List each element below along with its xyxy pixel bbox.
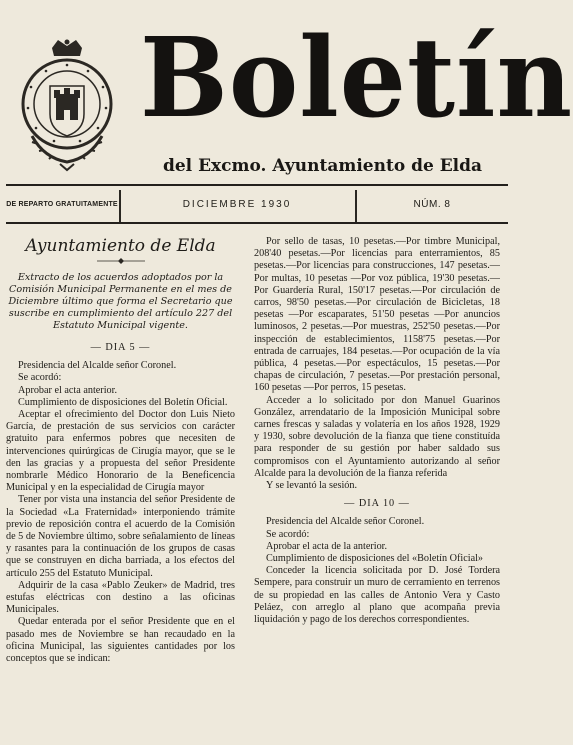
day-heading: — DIA 5 — xyxy=(90,342,151,353)
paragraph: Se acordó: xyxy=(266,528,310,540)
paragraph: Adquirir de la casa «Pablo Zeuker» de Madrid, tres estufas eléctricas con destino a las oficinas Municipales. xyxy=(6,579,235,616)
paragraph: Tener por vista una instancia del señor Presidente de la Sociedad «La Fraternidad» interponiendo trámite previo de reposición contra el acuerdo de la Comisión de 5 de Noviembre último, sobre señalamiento de líneas y rasantes para la continuación de los grupos de casas que se construyen en dicha barriada, a los efectos del artículo 255 del Estatuto Municipal. xyxy=(6,494,235,579)
paragraph: Cumplimiento de disposiciones del Boletín Oficial. xyxy=(18,396,228,408)
paragraph: Aceptar el ofrecimiento del Doctor don Luis Nieto García, de prestación de sus servicios con carácter gratuito para enfermos pobres que necesiten de intervenciones quirúrgicas de Cirugía mayor, que se le den las gracias y a propuesta del señor Presidente nombrarle Médico Honorario de la Beneficencia Municipal y en la especialidad de Cirugía mayor xyxy=(6,409,235,494)
section-heading: Ayuntamiento de Elda xyxy=(25,236,216,256)
paragraph: Por sello de tasas, 10 pesetas.—Por timbre Municipal, 208'40 pesetas.—Por licencias para enterramientos, 85 pesetas.—Por licencias para construcciones, 147 pesetas.—Por multas, 10 pesetas —Por voz pública, 19'30 pesetas.—Por Guardería Rural, 150'17 pesetas.—Por circulación de carros, 98'50 pesetas.—Por circulación de Bicicletas, 18 pesetas —Por escaparates, 51'50 pesetas —Por anuncios luminosos, 2 pesetas.—Por muestras, 252'50 pesetas.—Por inspección de establecimientos, 1158'75 pesetas.—Por entrada de carruajes, 184 pesetas.—Por ocupación de la vía pública, 4 pesetas.—Por espectáculos, 15 pesetas.—Por chapas de circulación, 7 pesetas.—Por prestación personal, 160 pesetas —Por perros, 15 pesetas. xyxy=(254,236,500,394)
paragraph: Y se levantó la sesión. xyxy=(266,480,358,492)
elda-seal-emblem xyxy=(14,40,120,172)
paragraph: Quedar enterada por el señor Presidente que en el pasado mes de Noviembre se han recaudado en la oficina Municipal, las siguientes cantidades por los conceptos que se indican: xyxy=(6,616,235,665)
paragraph: Acceder a lo solicitado por don Manuel Guarinos González, arrendatario de la Imposición Municipal sobre carnes frescas y saladas y volatería en los años 1928, 1929 y 1930, sobre devolución de la fianza que tiene constituída para responder de su gestión por haber saldado sus compromisos con el Ayuntamiento autorizando al señor Alcalde para la devolución de la fianza referida xyxy=(254,394,500,479)
masthead-subtitle: del Excmo. Ayuntamiento de Elda xyxy=(162,156,483,176)
issue-date: DICIEMBRE 1930 xyxy=(182,198,292,210)
masthead-bottom-rule xyxy=(6,222,508,224)
paragraph: Presidencia del Alcalde señor Coronel. xyxy=(18,360,177,372)
masthead-info-row xyxy=(6,186,508,222)
ornament-divider-icon xyxy=(97,258,145,264)
distribution-note: DE REPARTO GRATUITAMENTE xyxy=(6,200,118,208)
paragraph: Cumplimiento de disposiciones del «Boletín Oficial» xyxy=(266,553,484,565)
left-column xyxy=(6,236,235,665)
paragraph: Conceder la licencia solicitada por D. José Tordera Sempere, para construir un muro de cerramiento en terrenos de su propiedad en las calles de Antonio Vera y Casto Peláez, con arreglo al plano que acompaña previa liquidación y pago de los derechos correspondientes. xyxy=(254,565,500,626)
paragraph: Se acordó: xyxy=(18,372,62,384)
extract-intro: Extracto de los acuerdos adoptados por la Comisión Municipal Permanente en el mes de Diciembre último que forma el Secretario que suscribe en cumplimiento del artículo 227 del Estatuto Municipal vigente. xyxy=(8,272,233,331)
right-column xyxy=(254,236,500,626)
issue-number: NÚM. 8 xyxy=(413,198,451,210)
paragraph: Presidencia del Alcalde señor Coronel. xyxy=(266,516,425,528)
day-heading: — DIA 10 — xyxy=(344,498,410,510)
paragraph: Aprobar el acta de la anterior. xyxy=(266,540,388,552)
masthead-title: Boletín xyxy=(140,12,573,143)
paragraph: Aprobar el acta anterior. xyxy=(18,384,117,396)
